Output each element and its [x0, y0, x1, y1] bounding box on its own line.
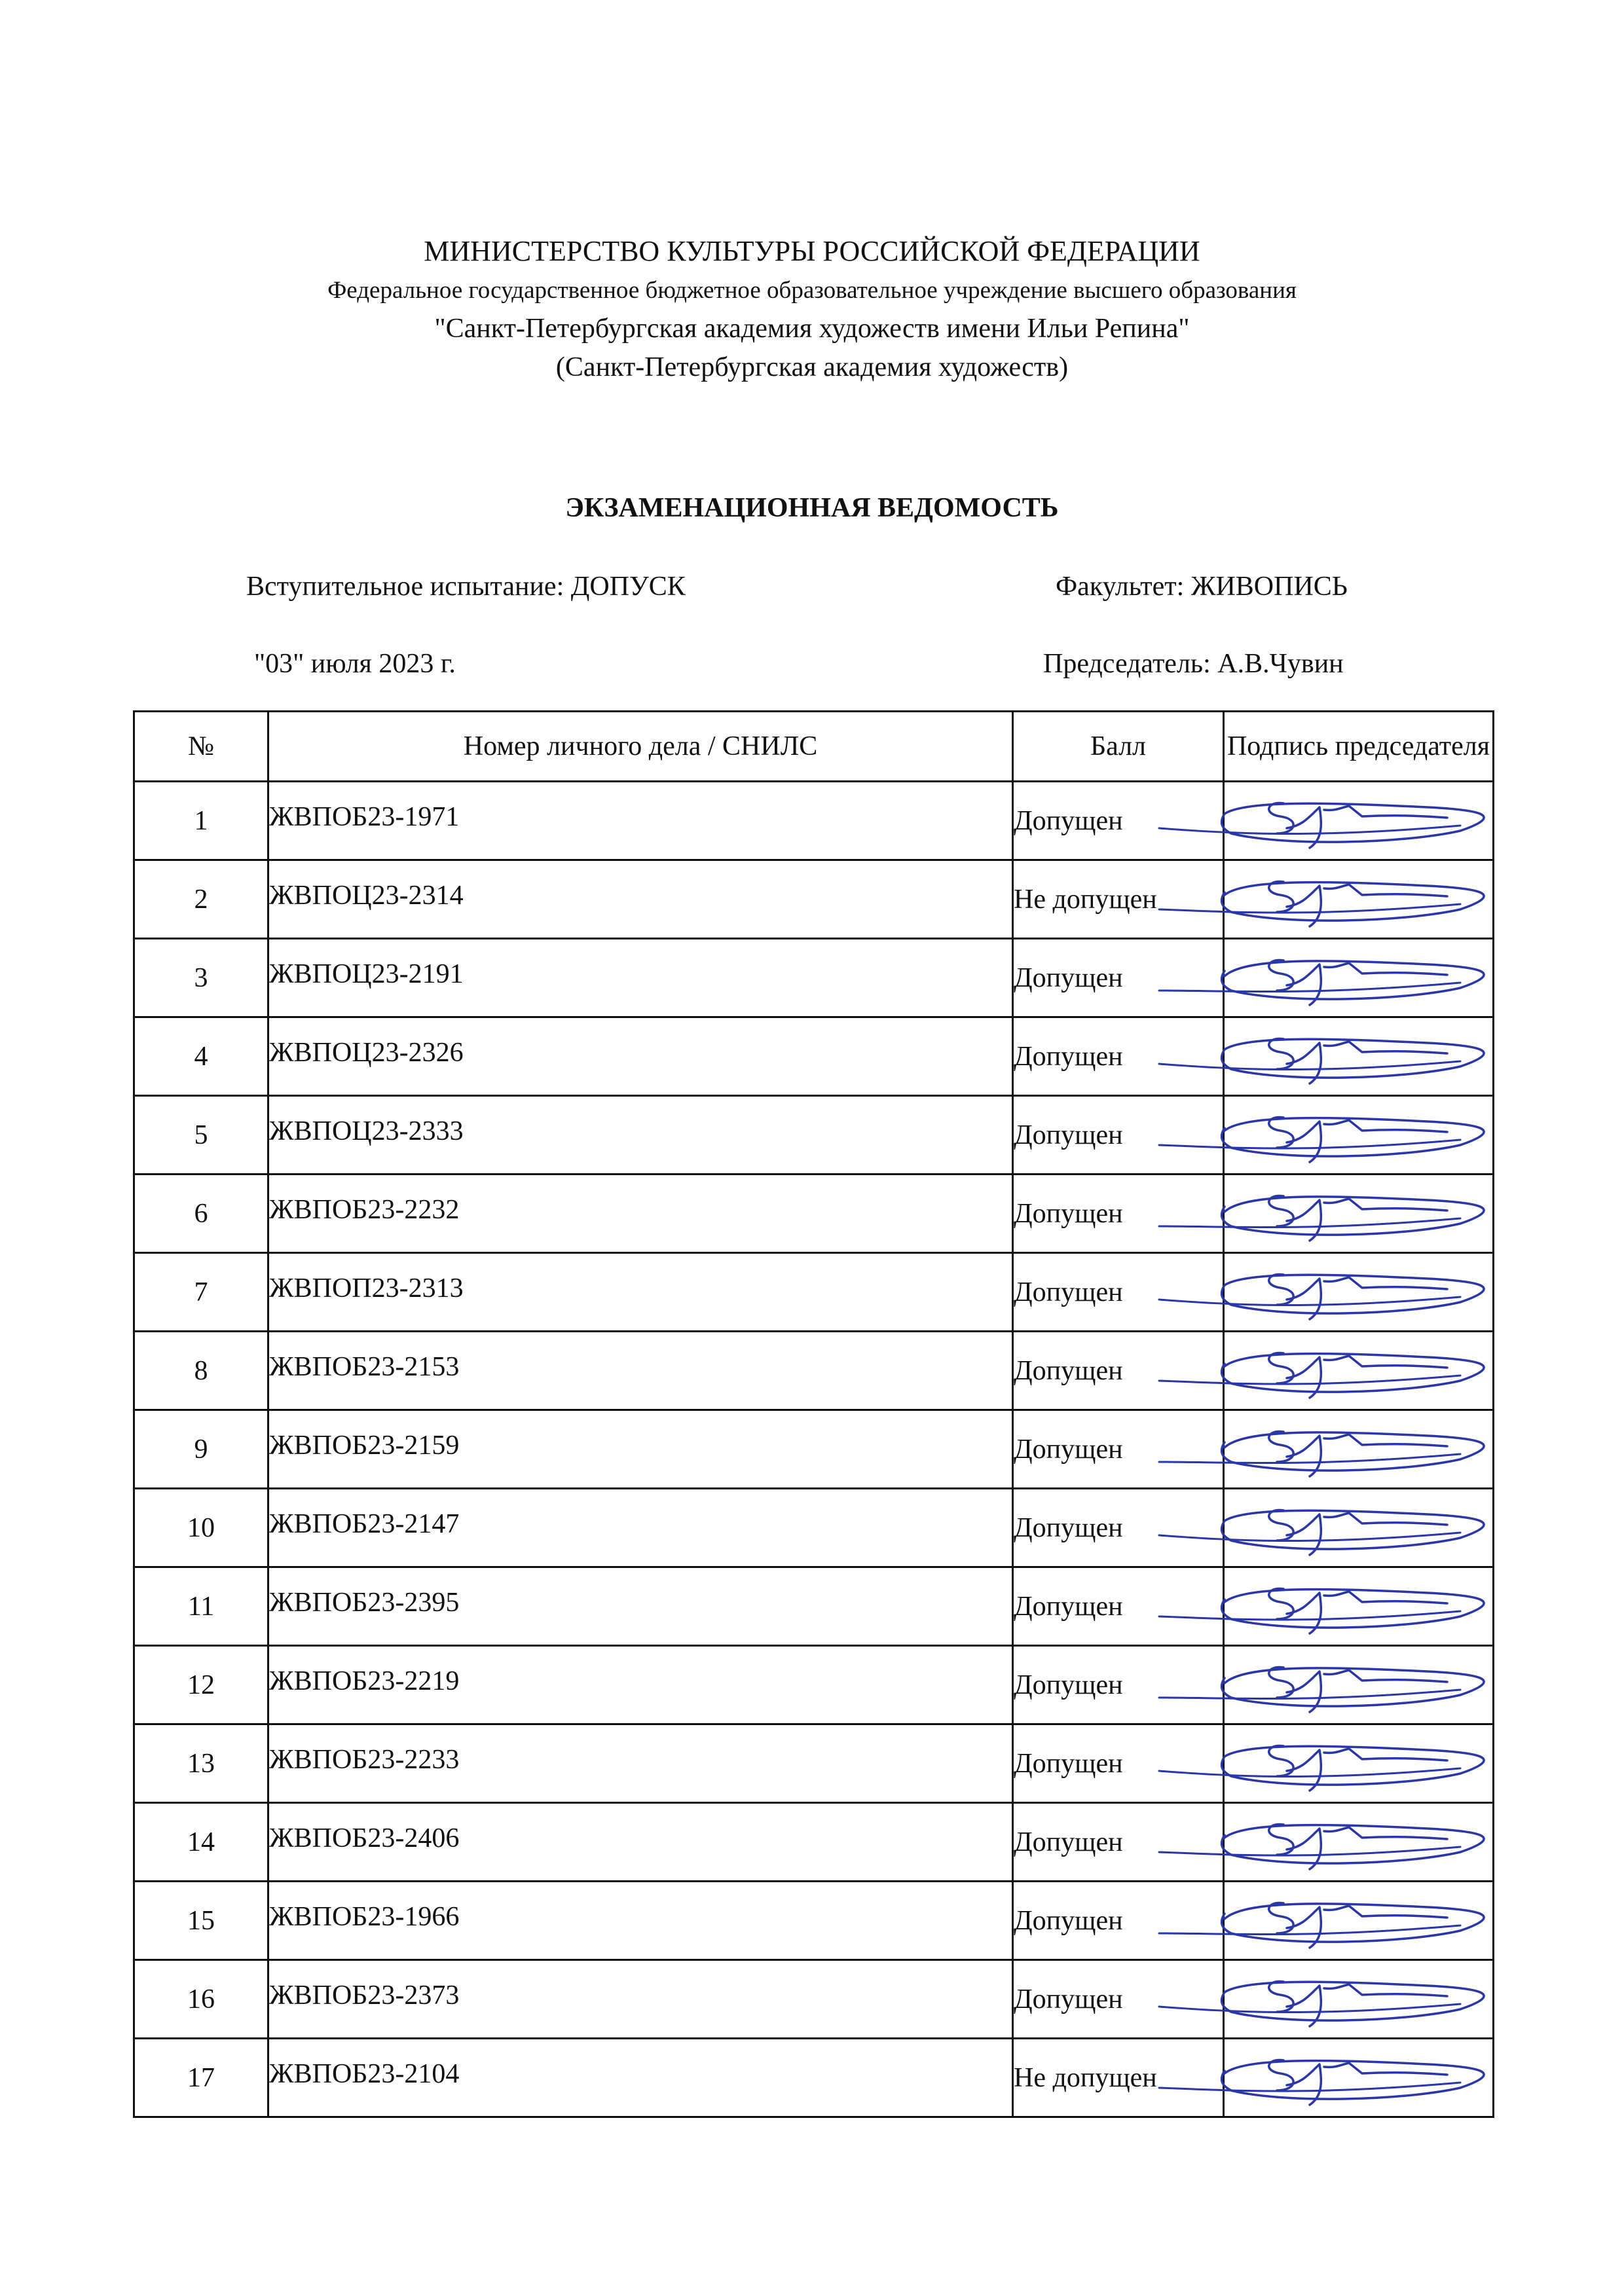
- row-number: 14: [134, 1803, 268, 1882]
- table-body: [134, 782, 1494, 2117]
- table-row: [134, 1882, 1494, 1960]
- academy-full-name: "Санкт-Петербургская академия художеств имени Ильи Репина": [434, 314, 1190, 344]
- row-number: 11: [134, 1567, 268, 1646]
- table-row: [134, 939, 1494, 1017]
- table-row: [134, 1803, 1494, 1882]
- row-number: 12: [134, 1646, 268, 1724]
- case-number: ЖВПОБ23-2147: [269, 1508, 460, 1539]
- case-number: ЖВПОП23-2313: [269, 1273, 464, 1303]
- admission-result: Допущен: [1013, 1960, 1224, 2039]
- row-number: 1: [134, 782, 268, 860]
- signature-cell: [1224, 1489, 1494, 1567]
- row-number: 5: [134, 1096, 268, 1175]
- admission-result: Допущен: [1013, 1567, 1224, 1646]
- row-number: 6: [134, 1175, 268, 1253]
- case-number: ЖВПОБ23-2153: [269, 1351, 460, 1382]
- case-number: ЖВПОБ23-2233: [269, 1744, 460, 1775]
- row-number: 16: [134, 1960, 268, 2039]
- admission-result: Допущен: [1013, 1489, 1224, 1567]
- row-number: 15: [134, 1882, 268, 1960]
- admission-result: Допущен: [1013, 1724, 1224, 1803]
- case-number: ЖВПОЦ23-2191: [269, 958, 464, 989]
- table-row: [134, 1646, 1494, 1724]
- table-header-row: [134, 712, 1494, 782]
- row-number: 2: [134, 860, 268, 939]
- admission-result: Допущен: [1013, 1253, 1224, 1332]
- signature-cell: [1224, 1882, 1494, 1960]
- case-number: ЖВПОЦ23-2333: [269, 1116, 464, 1146]
- row-number: 13: [134, 1724, 268, 1803]
- ministry-heading: МИНИСТЕРСТВО КУЛЬТУРЫ РОССИЙСКОЙ ФЕДЕРАЦИИ: [424, 235, 1200, 267]
- table-row: [134, 1410, 1494, 1489]
- signature-cell: [1224, 1096, 1494, 1175]
- admission-result: Допущен: [1013, 782, 1224, 860]
- faculty: Факультет: ЖИВОПИСЬ: [1056, 572, 1348, 602]
- table-row: [134, 1489, 1494, 1567]
- row-number: 8: [134, 1332, 268, 1410]
- row-number: 9: [134, 1410, 268, 1489]
- table-row: [134, 1096, 1494, 1175]
- row-number: 4: [134, 1017, 268, 1096]
- signature-cell: [1224, 1410, 1494, 1489]
- signature-cell: [1224, 860, 1494, 939]
- document-title: ЭКЗАМЕНАЦИОННАЯ ВЕДОМОСТЬ: [565, 493, 1059, 523]
- signature-cell: [1224, 1175, 1494, 1253]
- admission-result: Допущен: [1013, 1017, 1224, 1096]
- signature-cell: [1224, 1332, 1494, 1410]
- signature-cell: [1224, 1646, 1494, 1724]
- admission-result: Допущен: [1013, 1332, 1224, 1410]
- table-row: [134, 1567, 1494, 1646]
- table-row: [134, 1332, 1494, 1410]
- signature-cell: [1224, 1017, 1494, 1096]
- case-number: ЖВПОБ23-1966: [269, 1901, 460, 1932]
- exam-date: "03" июля 2023 г.: [254, 649, 456, 679]
- table-row: [134, 1017, 1494, 1096]
- admission-result: Не допущен: [1013, 860, 1224, 939]
- table-row: [134, 2039, 1494, 2117]
- header-signature: Подпись председателя: [1224, 712, 1494, 782]
- header-id: Номер личного дела / СНИЛС: [268, 712, 1013, 782]
- exam-type: Вступительное испытание: ДОПУСК: [246, 572, 686, 602]
- signature-cell: [1224, 939, 1494, 1017]
- signature-cell: [1224, 1567, 1494, 1646]
- case-number: ЖВПОБ23-2373: [269, 1980, 460, 2011]
- case-number: ЖВПОЦ23-2314: [269, 880, 464, 911]
- row-number: 3: [134, 939, 268, 1017]
- case-number: ЖВПОБ23-2395: [269, 1587, 460, 1618]
- table-row: [134, 1175, 1494, 1253]
- case-number: ЖВПОЦ23-2326: [269, 1037, 464, 1068]
- signature-cell: [1224, 2039, 1494, 2117]
- row-number: 7: [134, 1253, 268, 1332]
- case-number: ЖВПОБ23-2159: [269, 1430, 460, 1461]
- admission-result: Допущен: [1013, 1175, 1224, 1253]
- header-score: Балл: [1013, 712, 1224, 782]
- table-row: [134, 1253, 1494, 1332]
- academy-short-name: (Санкт-Петербургская академия художеств): [555, 352, 1069, 382]
- grades-table: [133, 710, 1494, 2118]
- case-number: ЖВПОБ23-2219: [269, 1666, 460, 1696]
- table-row: [134, 860, 1494, 939]
- case-number: ЖВПОБ23-2104: [269, 2058, 460, 2089]
- admission-result: Допущен: [1013, 939, 1224, 1017]
- case-number: ЖВПОБ23-2406: [269, 1823, 460, 1853]
- admission-result: Допущен: [1013, 1882, 1224, 1960]
- signature-cell: [1224, 1803, 1494, 1882]
- admission-result: Допущен: [1013, 1096, 1224, 1175]
- case-number: ЖВПОБ23-2232: [269, 1194, 460, 1225]
- case-number: ЖВПОБ23-1971: [269, 801, 460, 832]
- admission-result: Допущен: [1013, 1803, 1224, 1882]
- header-num: №: [134, 712, 268, 782]
- admission-result: Допущен: [1013, 1646, 1224, 1724]
- admission-result: Допущен: [1013, 1410, 1224, 1489]
- row-number: 17: [134, 2039, 268, 2117]
- admission-result: Не допущен: [1013, 2039, 1224, 2117]
- signature-cell: [1224, 1724, 1494, 1803]
- signature-cell: [1224, 1960, 1494, 2039]
- table-row: [134, 782, 1494, 860]
- institution-name: Федеральное государственное бюджетное образовательное учреждение высшего образования: [327, 277, 1297, 304]
- signature-cell: [1224, 1253, 1494, 1332]
- signature-cell: [1224, 782, 1494, 860]
- row-number: 10: [134, 1489, 268, 1567]
- chairperson: Председатель: А.В.Чувин: [1043, 649, 1344, 679]
- table-row: [134, 1724, 1494, 1803]
- table-row: [134, 1960, 1494, 2039]
